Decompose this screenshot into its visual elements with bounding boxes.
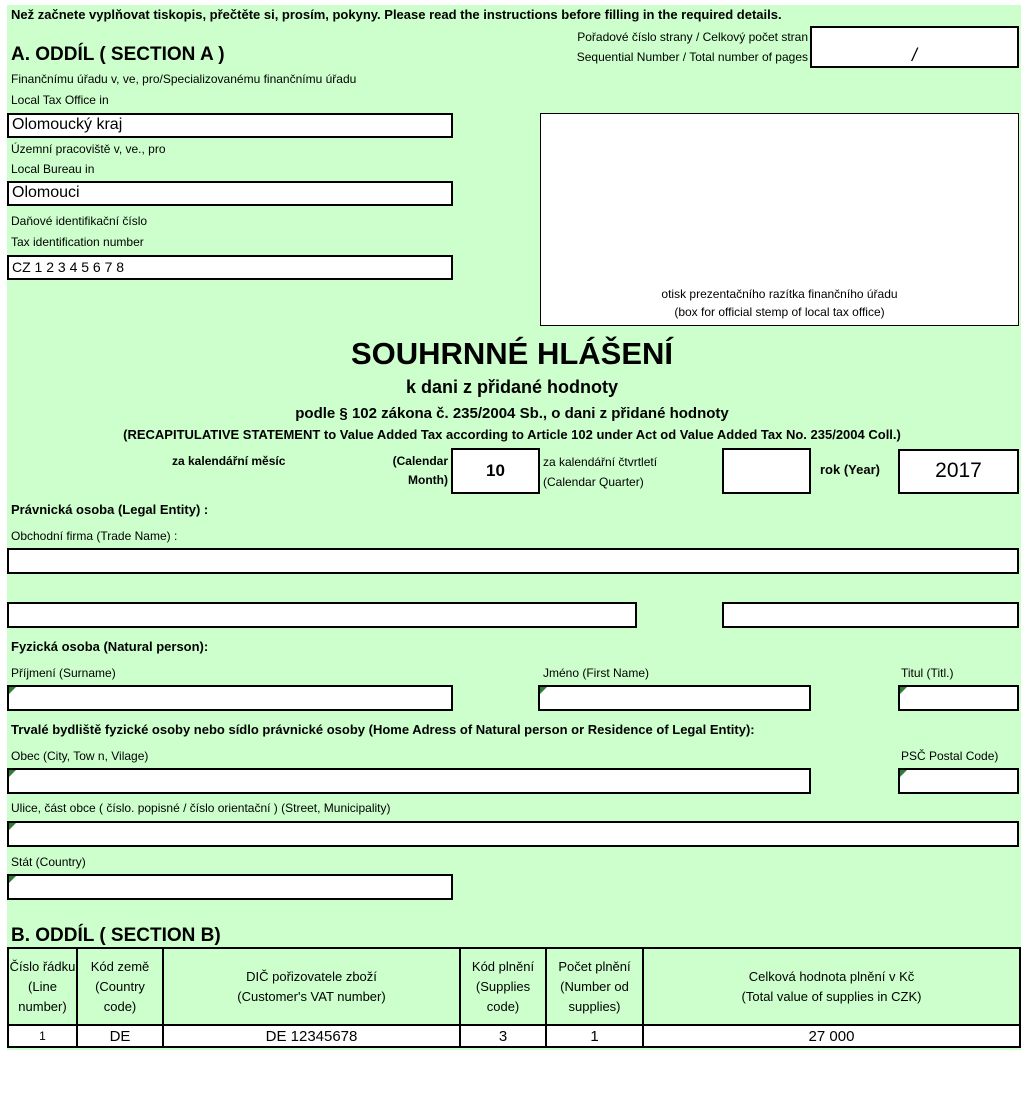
col-header-line: (Total value of supplies in CZK) bbox=[741, 988, 922, 1004]
country-field[interactable] bbox=[7, 874, 453, 900]
section-b-header-row bbox=[8, 948, 1020, 1025]
supplies-code-cell[interactable]: 3 bbox=[460, 1025, 546, 1047]
month-label-en-1: (Calendar bbox=[392, 454, 448, 468]
col-header-line: Počet plnění bbox=[558, 958, 631, 974]
table-row bbox=[8, 1025, 1020, 1047]
title-field[interactable] bbox=[898, 685, 1019, 711]
col-header-line: number) bbox=[18, 998, 67, 1014]
number-supplies-cell[interactable]: 1 bbox=[546, 1025, 643, 1047]
year-field[interactable] bbox=[898, 449, 1019, 494]
sequence-number-value: / bbox=[911, 45, 917, 65]
bureau-value: Olomouci bbox=[12, 184, 80, 201]
tax-office-field[interactable] bbox=[7, 113, 453, 138]
section-b-table bbox=[7, 947, 1021, 1048]
bureau-label-cz: Územní pracoviště v, ve., pro bbox=[11, 142, 166, 156]
form-english-title: (RECAPITULATIVE STATEMENT to Value Added Tax according to Article 102 under Act od Value Added Tax No. 235/2004 Coll.) bbox=[123, 427, 901, 442]
year-value: 2017 bbox=[935, 459, 982, 482]
customer-vat-cell[interactable]: DE 12345678 bbox=[163, 1025, 460, 1047]
tax-office-label-cz: Finančnímu úřadu v, ve, pro/Specializovanému finančnímu úřadu bbox=[11, 72, 357, 86]
street-field[interactable] bbox=[7, 821, 1019, 847]
title-label: Titul (Titl.) bbox=[901, 666, 954, 680]
month-label-cz: za kalendářní měsíc bbox=[172, 454, 286, 468]
col-header-line: supplies) bbox=[568, 998, 621, 1014]
col-header-line: (Number od bbox=[560, 978, 629, 994]
col-customer-vat bbox=[163, 948, 460, 1025]
instructions-text: Než začnete vyplňovat tiskopis, přečtěte si, prosím, pokyny. Please read the instructions before filling in the required details. bbox=[11, 7, 782, 22]
sequence-label-cz: Pořadové číslo strany / Celkový počet stran bbox=[577, 30, 808, 44]
col-header-line: (Country bbox=[95, 978, 145, 994]
col-number-supplies bbox=[546, 948, 643, 1025]
trade-name-field-2[interactable] bbox=[7, 602, 637, 628]
section-b-title: B. ODDÍL ( SECTION B) bbox=[11, 925, 221, 946]
col-header-line: (Supplies bbox=[475, 978, 531, 994]
quarter-label-en: (Calendar Quarter) bbox=[543, 475, 644, 489]
surname-field[interactable] bbox=[7, 685, 453, 711]
street-label: Ulice, část obce ( číslo. popisné / číslo orientační ) (Street, Municipality) bbox=[11, 801, 391, 815]
col-header-line: (Customer's VAT number) bbox=[237, 988, 386, 1004]
trade-name-field-1[interactable] bbox=[7, 548, 1019, 574]
tin-field[interactable] bbox=[7, 255, 453, 280]
official-stamp-box bbox=[540, 113, 1019, 326]
tax-office-value: Olomoucký kraj bbox=[12, 116, 123, 133]
section-a-title: A. ODDÍL ( SECTION A ) bbox=[11, 44, 225, 65]
natural-person-heading: Fyzická osoba (Natural person): bbox=[11, 639, 209, 654]
col-header-line: Celková hodnota plnění v Kč bbox=[748, 968, 915, 984]
month-label-en-2: Month) bbox=[408, 473, 448, 487]
sequence-number-field[interactable] bbox=[810, 26, 1019, 68]
year-label: rok (Year) bbox=[820, 462, 880, 477]
legal-entity-heading: Právnická osoba (Legal Entity) : bbox=[11, 502, 209, 517]
month-value: 10 bbox=[486, 461, 505, 480]
form-main-title: SOUHRNNÉ HLÁŠENÍ bbox=[350, 336, 674, 371]
tin-label-cz: Daňové identifikační číslo bbox=[11, 214, 148, 228]
surname-label: Příjmení (Surname) bbox=[11, 666, 116, 680]
col-line-number bbox=[8, 948, 77, 1025]
col-supplies-code bbox=[460, 948, 546, 1025]
country-label: Stát (Country) bbox=[11, 855, 86, 869]
postal-code-field[interactable] bbox=[898, 768, 1019, 794]
col-header-line: DIČ pořizovatele zboží bbox=[246, 968, 377, 984]
trade-name-field-3[interactable] bbox=[722, 602, 1019, 628]
tax-office-label-en: Local Tax Office in bbox=[11, 93, 109, 107]
tin-label-en: Tax identification number bbox=[11, 235, 144, 249]
trade-name-label: Obchodní firma (Trade Name) : bbox=[11, 529, 178, 543]
bureau-label-en: Local Bureau in bbox=[11, 162, 95, 176]
total-value-cell[interactable]: 27 000 bbox=[643, 1025, 1020, 1047]
stamp-label-en: (box for official stemp of local tax office) bbox=[674, 305, 885, 319]
country-code-cell[interactable]: DE bbox=[77, 1025, 163, 1047]
city-field[interactable] bbox=[7, 768, 811, 794]
col-total-value bbox=[643, 948, 1020, 1025]
first-name-field[interactable] bbox=[538, 685, 811, 711]
form-subtitle: k dani z přidané hodnoty bbox=[405, 377, 618, 397]
city-label: Obec (City, Tow n, Vilage) bbox=[11, 749, 149, 763]
stamp-label-cz: otisk prezentačního razítka finančního úřadu bbox=[661, 287, 898, 301]
col-country-code bbox=[77, 948, 163, 1025]
quarter-label-cz: za kalendářní čtvrtletí bbox=[543, 455, 658, 469]
postal-code-label: PSČ Postal Code) bbox=[901, 749, 999, 763]
line-number-cell[interactable]: 1 bbox=[8, 1025, 77, 1047]
col-header-line: code) bbox=[486, 998, 520, 1014]
form-law-reference: podle § 102 zákona č. 235/2004 Sb., o dani z přidané hodnoty bbox=[295, 405, 729, 422]
col-header-line: code) bbox=[103, 998, 137, 1014]
address-heading: Trvalé bydliště fyzické osoby nebo sídlo právnické osoby (Home Adress of Natural person or Residence of Legal Entity): bbox=[11, 722, 755, 737]
col-header-line: Kód plnění bbox=[471, 958, 535, 974]
col-header-line: Číslo řádku bbox=[9, 958, 76, 974]
bureau-field[interactable] bbox=[7, 181, 453, 206]
first-name-label: Jméno (First Name) bbox=[543, 666, 650, 680]
quarter-field[interactable] bbox=[722, 448, 811, 494]
col-header-line: (Line bbox=[28, 978, 57, 994]
month-field[interactable] bbox=[451, 448, 540, 494]
tin-value: CZ 1 2 3 4 5 6 7 8 bbox=[12, 259, 125, 275]
col-header-line: Kód země bbox=[90, 958, 150, 974]
sequence-label-en: Sequential Number / Total number of pages bbox=[576, 50, 808, 64]
